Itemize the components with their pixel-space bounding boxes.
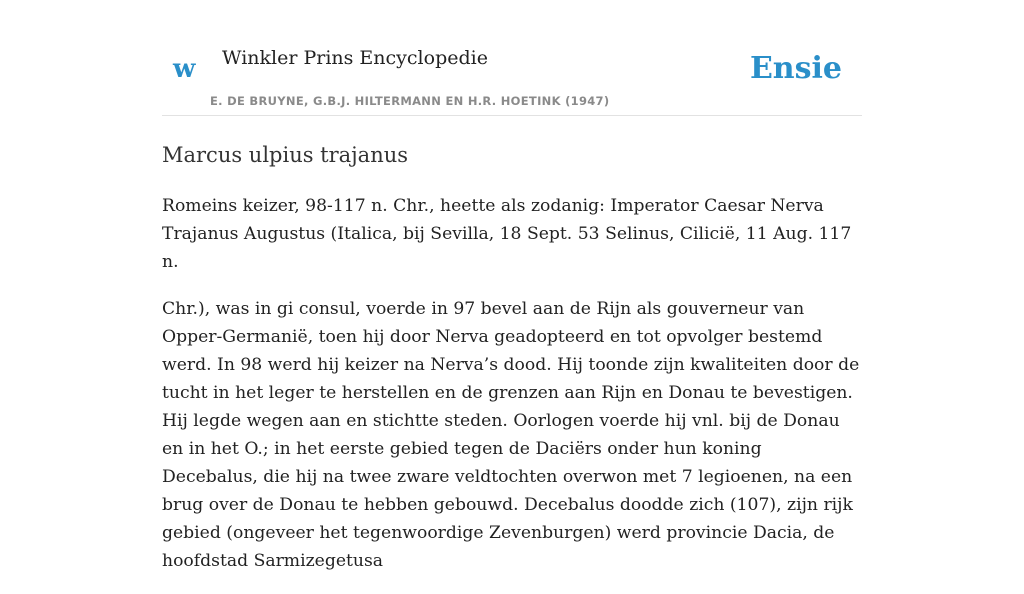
publication-logo[interactable]: w bbox=[173, 54, 196, 84]
header bbox=[162, 40, 862, 116]
article-paragraph: Chr.), was in gi consul, voerde in 97 bevel aan de Rijn als gouverneur van Opper-Germanië, toen hij door Nerva geadopteerd en tot opvolger bestemd werd. In 98 werd hij keizer na Nerva’s dood. Hij toonde zijn kwaliteiten door de tucht in het leger te herstellen en de grenzen aan Rijn en Donau te bevestigen. Hij legde wegen aan en stichtte steden. Oorlogen voerde hij vnl. bij de Donau en in het O.; in het eerste gebied tegen de Daciërs onder hun koning Decebalus, die hij na twee zware veldtochten overwon met 7 legioenen, na een brug over de Donau te hebben gebouwd. Decebalus doodde zich (107), zijn rijk gebied (ongeveer het tegenwoordige Zevenburgen) werd provincie Dacia, de hoofdstad Sarmizegetusa bbox=[162, 299, 860, 571]
article-title: Marcus ulpius trajanus bbox=[162, 143, 409, 167]
publication-authors: E. DE BRUYNE, G.B.J. HILTERMANN EN H.R. HOETINK (1947) bbox=[210, 94, 610, 108]
article-paragraph: Romeins keizer, 98-117 n. Chr., heette als zodanig: Imperator Caesar Nerva Trajanus Augustus (Italica, bij Sevilla, 18 Sept. 53 Selinus, Cilicië, 11 Aug. 117 n. bbox=[162, 196, 852, 272]
publication-title[interactable]: Winkler Prins Encyclopedie bbox=[222, 47, 488, 69]
article-body bbox=[162, 192, 862, 594]
ensie-brand-link[interactable]: Ensie bbox=[749, 51, 842, 86]
